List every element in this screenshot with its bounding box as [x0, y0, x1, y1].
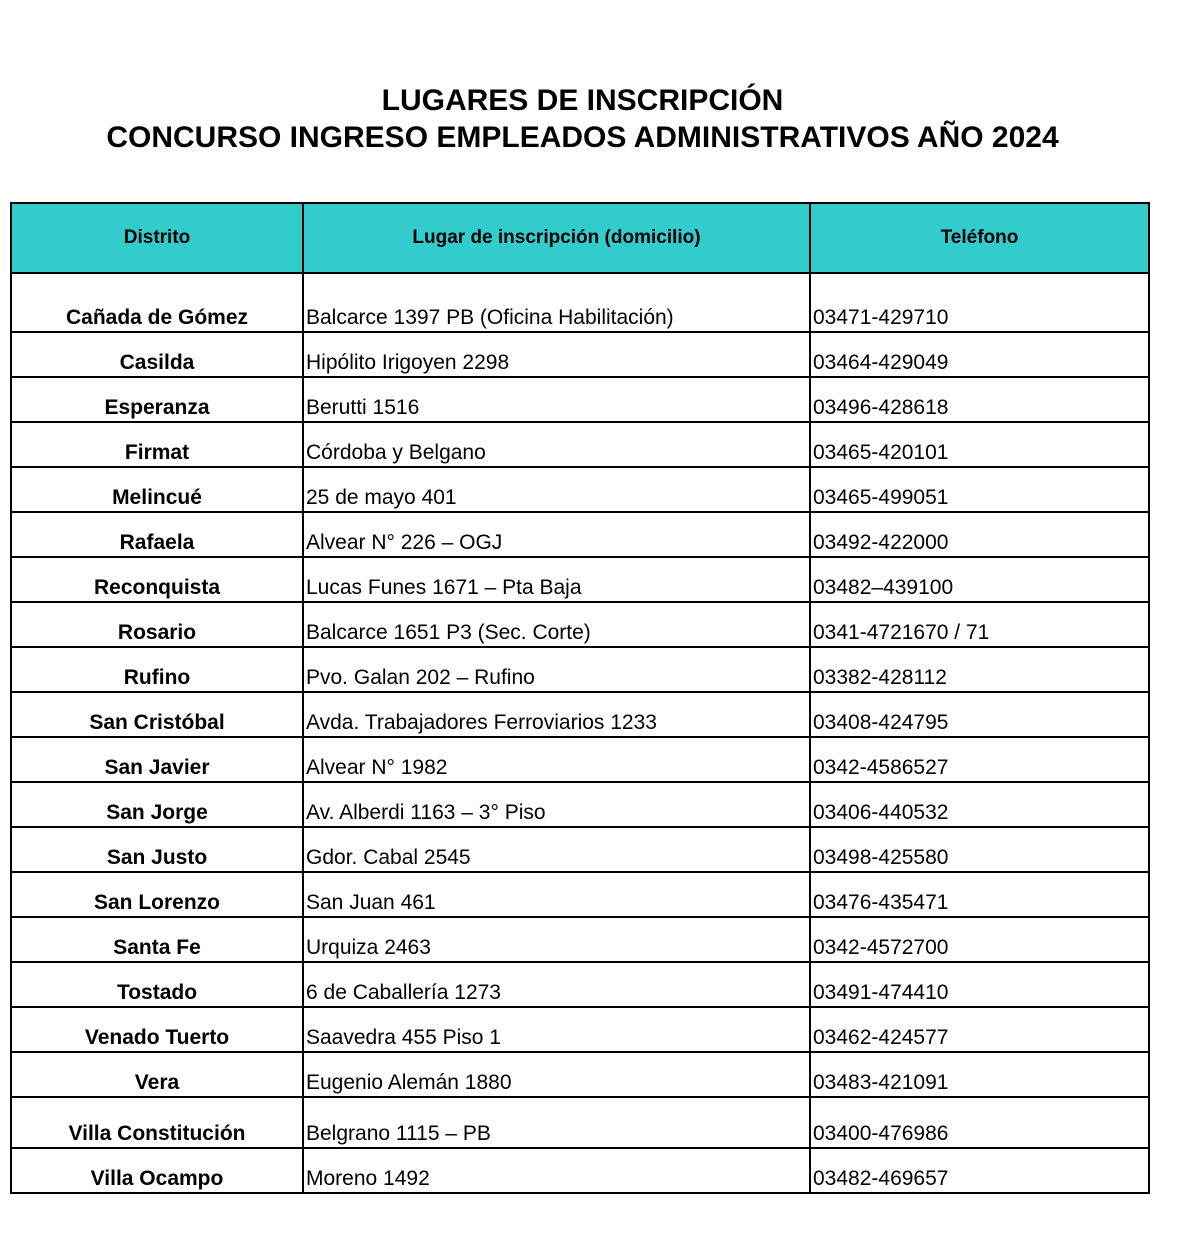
address-cell: San Juan 461: [303, 872, 810, 917]
district-cell: Rafaela: [11, 512, 303, 557]
table-row: [11, 1097, 1149, 1148]
table-row: [11, 1052, 1149, 1097]
address-cell: Avda. Trabajadores Ferroviarios 1233: [303, 692, 810, 737]
address-cell: Córdoba y Belgano: [303, 422, 810, 467]
phone-cell: 03462-424577: [810, 1007, 1149, 1052]
district-cell: Villa Constitución: [11, 1097, 303, 1148]
address-cell: Urquiza 2463: [303, 917, 810, 962]
title-line-1: LUGARES DE INSCRIPCIÓN: [381, 84, 784, 117]
table-row: [11, 737, 1149, 782]
phone-cell: 03465-420101: [810, 422, 1149, 467]
table-row: [11, 467, 1149, 512]
table-row: [11, 872, 1149, 917]
phone-cell: 03491-474410: [810, 962, 1149, 1007]
district-cell: Rufino: [11, 647, 303, 692]
table-row: [11, 917, 1149, 962]
district-cell: Casilda: [11, 332, 303, 377]
phone-cell: 03496-428618: [810, 377, 1149, 422]
phone-cell: 03465-499051: [810, 467, 1149, 512]
district-cell: Santa Fe: [11, 917, 303, 962]
table-row: [11, 647, 1149, 692]
address-cell: Belgrano 1115 – PB: [303, 1097, 810, 1148]
district-cell: San Lorenzo: [11, 872, 303, 917]
phone-cell: 03464-429049: [810, 332, 1149, 377]
phone-cell: 0341-4721670 / 71: [810, 602, 1149, 647]
district-cell: San Justo: [11, 827, 303, 872]
table-row: [11, 782, 1149, 827]
address-cell: 25 de mayo 401: [303, 467, 810, 512]
phone-cell: 03400-476986: [810, 1097, 1149, 1148]
address-cell: Balcarce 1397 PB (Oficina Habilitación): [303, 273, 810, 332]
address-cell: Gdor. Cabal 2545: [303, 827, 810, 872]
phone-cell: 03482–439100: [810, 557, 1149, 602]
header-district: Distrito: [11, 203, 303, 273]
district-cell: San Jorge: [11, 782, 303, 827]
district-cell: Esperanza: [11, 377, 303, 422]
address-cell: Lucas Funes 1671 – Pta Baja: [303, 557, 810, 602]
table-row: [11, 377, 1149, 422]
table-row: [11, 962, 1149, 1007]
address-cell: Moreno 1492: [303, 1148, 810, 1193]
address-cell: Alvear N° 226 – OGJ: [303, 512, 810, 557]
address-cell: 6 de Caballería 1273: [303, 962, 810, 1007]
phone-cell: 03382-428112: [810, 647, 1149, 692]
header-phone: Teléfono: [810, 203, 1149, 273]
address-cell: Berutti 1516: [303, 377, 810, 422]
table-row: [11, 1007, 1149, 1052]
phone-cell: 0342-4586527: [810, 737, 1149, 782]
district-cell: Villa Ocampo: [11, 1148, 303, 1193]
address-cell: Av. Alberdi 1163 – 3° Piso: [303, 782, 810, 827]
phone-cell: 03483-421091: [810, 1052, 1149, 1097]
table-row: [11, 512, 1149, 557]
phone-cell: 03408-424795: [810, 692, 1149, 737]
table-row: [11, 332, 1149, 377]
document-title: [0, 82, 1165, 156]
district-cell: Rosario: [11, 602, 303, 647]
phone-cell: 0342-4572700: [810, 917, 1149, 962]
header-address: Lugar de inscripción (domicilio): [303, 203, 810, 273]
address-cell: Eugenio Alemán 1880: [303, 1052, 810, 1097]
table-row: [11, 1148, 1149, 1193]
table-row: [11, 273, 1149, 332]
address-cell: Balcarce 1651 P3 (Sec. Corte): [303, 602, 810, 647]
district-cell: Reconquista: [11, 557, 303, 602]
phone-cell: 03498-425580: [810, 827, 1149, 872]
district-cell: Venado Tuerto: [11, 1007, 303, 1052]
district-cell: San Cristóbal: [11, 692, 303, 737]
address-cell: Alvear N° 1982: [303, 737, 810, 782]
table-row: [11, 422, 1149, 467]
phone-cell: 03492-422000: [810, 512, 1149, 557]
table-header-row: [11, 203, 1149, 273]
registration-places-table: [10, 202, 1150, 1194]
district-cell: Firmat: [11, 422, 303, 467]
table-row: [11, 602, 1149, 647]
address-cell: Pvo. Galan 202 – Rufino: [303, 647, 810, 692]
phone-cell: 03406-440532: [810, 782, 1149, 827]
table-row: [11, 557, 1149, 602]
district-cell: Melincué: [11, 467, 303, 512]
phone-cell: 03482-469657: [810, 1148, 1149, 1193]
phone-cell: 03471-429710: [810, 273, 1149, 332]
table-row: [11, 827, 1149, 872]
district-cell: Tostado: [11, 962, 303, 1007]
district-cell: San Javier: [11, 737, 303, 782]
address-cell: Hipólito Irigoyen 2298: [303, 332, 810, 377]
district-cell: Vera: [11, 1052, 303, 1097]
address-cell: Saavedra 455 Piso 1: [303, 1007, 810, 1052]
title-line-2: CONCURSO INGRESO EMPLEADOS ADMINISTRATIVOS AÑO 2024: [106, 121, 1059, 154]
phone-cell: 03476-435471: [810, 872, 1149, 917]
district-cell: Cañada de Gómez: [11, 273, 303, 332]
table-row: [11, 692, 1149, 737]
